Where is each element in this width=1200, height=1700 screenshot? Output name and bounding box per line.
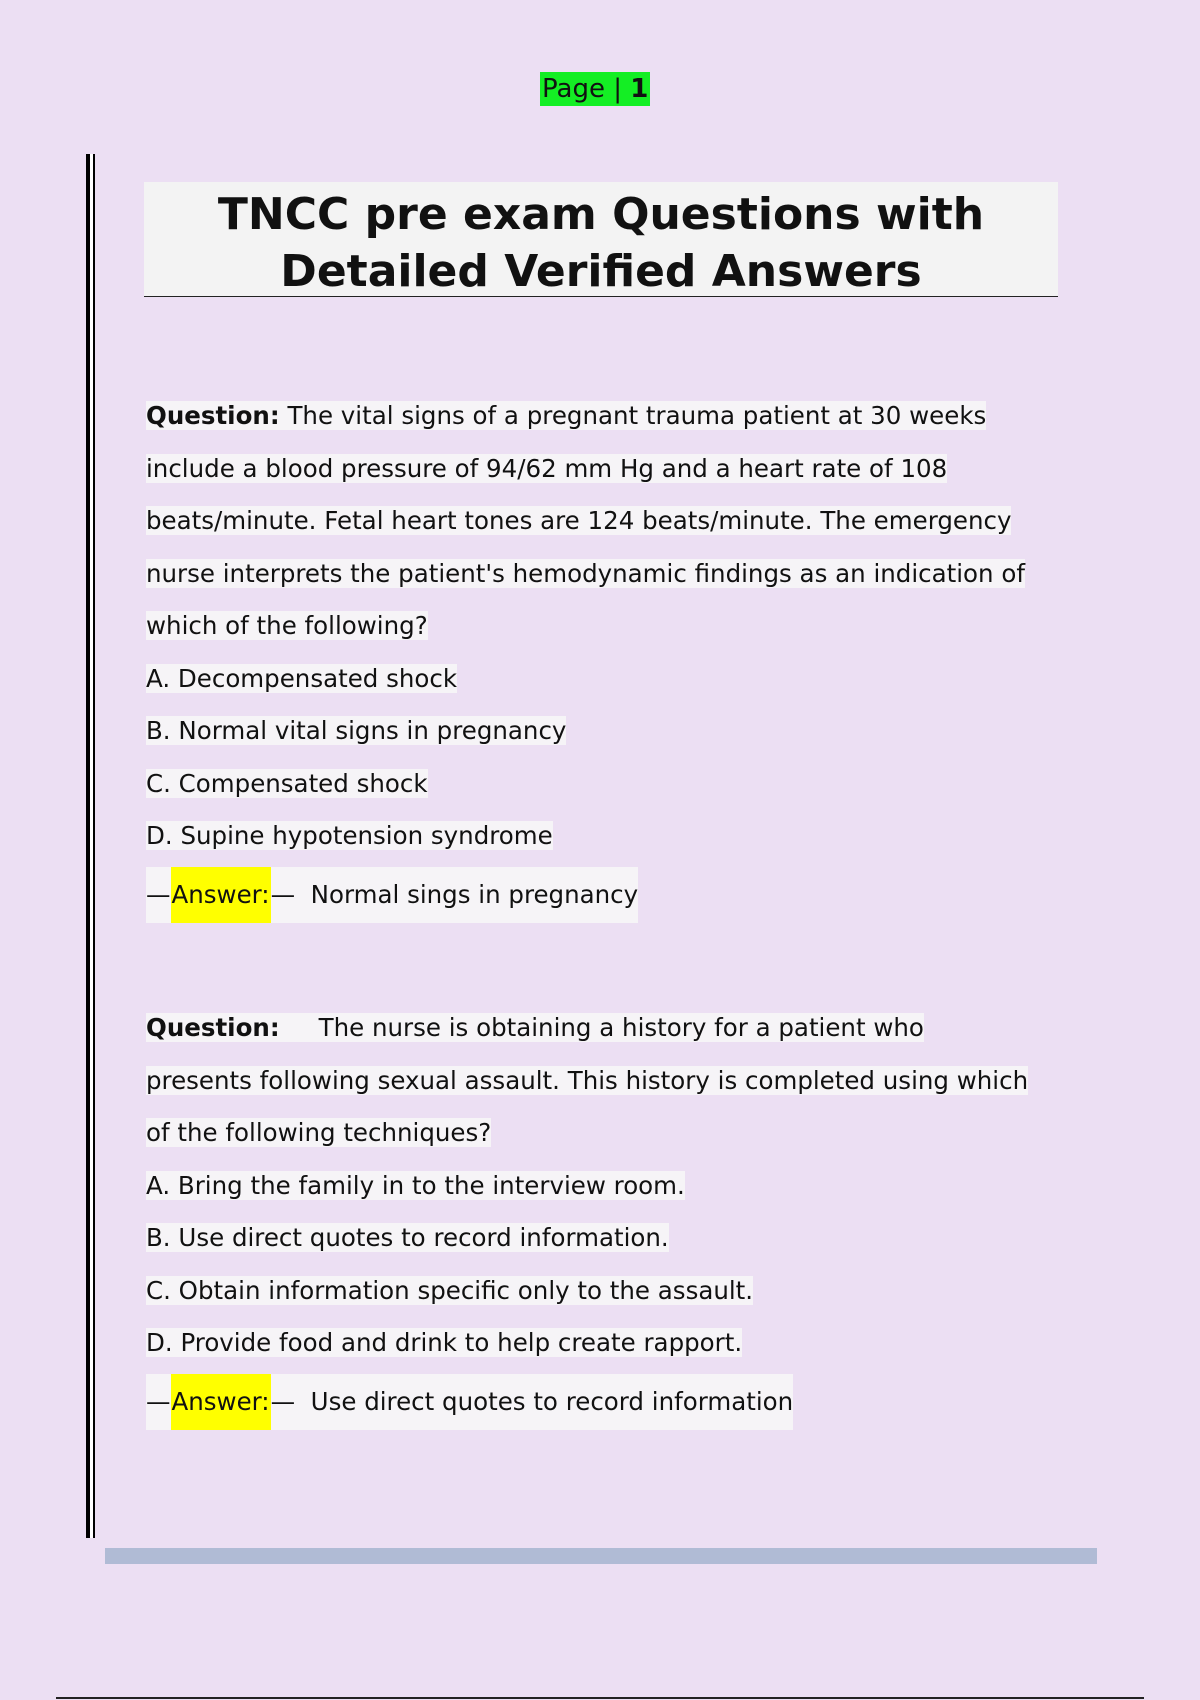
answer-option xyxy=(146,713,1066,748)
question-text: of the following techniques? xyxy=(146,1118,492,1147)
answer-text: Use direct quotes to record information xyxy=(310,1386,794,1416)
answer-option xyxy=(146,1220,1066,1255)
option-a: A. Bring the family in to the interview room. xyxy=(146,1170,685,1200)
document-title-box xyxy=(144,182,1058,297)
question-line xyxy=(146,1010,1066,1045)
option-a: A. Decompensated shock xyxy=(146,663,458,693)
question-text: include a blood pressure of 94/62 mm Hg and a heart rate of 108 xyxy=(146,453,948,483)
answer-option xyxy=(146,766,1066,801)
bottom-divider-bar xyxy=(105,1548,1097,1564)
left-margin-rule xyxy=(86,154,93,1538)
title-line-1: TNCC pre exam Questions with xyxy=(217,189,985,240)
question-block-1 xyxy=(146,398,1066,923)
answer-label: Answer: xyxy=(171,867,271,923)
question-text: beats/minute. Fetal heart tones are 124 beats/minute. The emergency xyxy=(146,506,1012,535)
answer-dash-right: — xyxy=(270,879,296,909)
answer-dash-left: — xyxy=(146,1386,171,1416)
answer-option xyxy=(146,661,1066,696)
answer-option xyxy=(146,1168,1066,1203)
title-line-2: Detailed Verified Answers xyxy=(280,246,922,297)
question-text: which of the following? xyxy=(146,611,428,640)
answer-text: Normal sings in pregnancy xyxy=(310,879,639,909)
answer-dash-right: — xyxy=(270,1386,296,1416)
question-text: nurse interprets the patient's hemodynamic findings as an indication of xyxy=(146,558,1025,588)
question-text: The vital signs of a pregnant trauma patient at 30 weeks xyxy=(287,401,987,430)
question-line xyxy=(146,608,1066,643)
answer-dash-left: — xyxy=(146,879,171,909)
footer-rule xyxy=(56,1697,1144,1699)
answer-option xyxy=(146,1325,1066,1360)
page-number-badge xyxy=(540,72,650,106)
question-line xyxy=(146,556,1066,591)
document-title xyxy=(144,182,1058,300)
question-line xyxy=(146,1115,1066,1150)
page-separator: | xyxy=(604,74,631,104)
question-line xyxy=(146,1063,1066,1098)
option-c: C. Obtain information specific only to the assault. xyxy=(146,1275,754,1305)
question-text: presents following sexual assault. This history is completed using which xyxy=(146,1065,1029,1095)
option-b: B. Use direct quotes to record information. xyxy=(146,1223,669,1252)
answer-label: Answer: xyxy=(171,1374,271,1430)
answer-row xyxy=(146,867,638,923)
page-label: Page xyxy=(542,74,605,104)
question-label: Question: xyxy=(146,1013,280,1042)
option-b: B. Normal vital signs in pregnancy xyxy=(146,716,567,745)
page-number: 1 xyxy=(630,74,649,104)
option-d: D. Supine hypotension syndrome xyxy=(146,821,553,850)
answer-row xyxy=(146,1374,793,1430)
question-block-2 xyxy=(146,1010,1066,1430)
question-line xyxy=(146,451,1066,486)
answer-option xyxy=(146,1273,1066,1308)
answer-option xyxy=(146,818,1066,853)
question-line xyxy=(146,503,1066,538)
option-c: C. Compensated shock xyxy=(146,768,428,798)
option-d: D. Provide food and drink to help create rapport. xyxy=(146,1328,743,1357)
question-label: Question: xyxy=(146,401,280,430)
question-line xyxy=(146,398,1066,433)
question-text: The nurse is obtaining a history for a patient who xyxy=(318,1013,924,1042)
